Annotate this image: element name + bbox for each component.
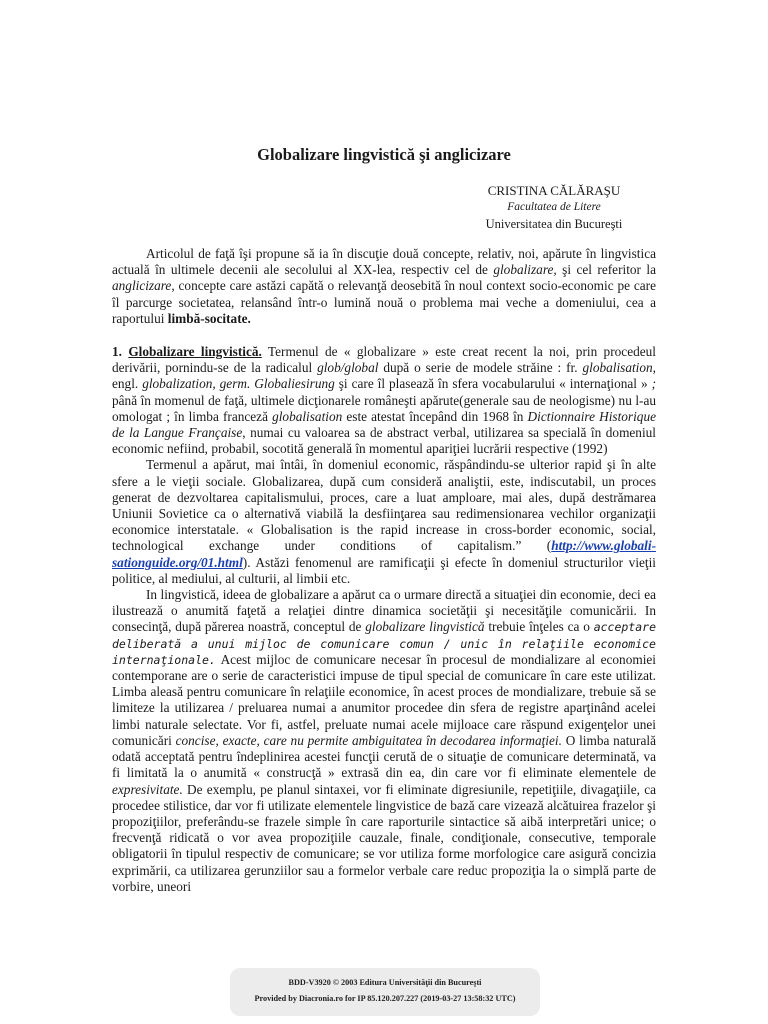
section1-text: este atestat începând din 1968 în [342,408,528,424]
abstract-term-anglicizare: anglicizare [112,278,172,294]
section1-italic: Dictionnaire Historique de la Langue Française [112,408,656,441]
section1-number: 1. [112,344,129,360]
paragraph-3-italic: concise, exacte, care nu permite ambiguitatea în decodarea informaţiei. [175,732,562,748]
author-university: Universitatea din Bucureşti [485,217,623,231]
section1-italic: ; [651,376,656,392]
footer-copyright: BDD-V3920 © 2003 Editura Universităţii din Bucureşti [288,978,482,987]
abstract-text: , concepte care astăzi capătă o relevanţă deosebită în noul context socio-economic pe care îl parcurge societatea, relansând într-o lumină nouă o problema mai veche a domeniului, cea a raportului [112,278,656,326]
paragraph-3-text: trebuie înţeles ca o [484,619,594,635]
paragraph-2 [112,457,656,587]
paragraph-3-text: De exemplu, pe planul sintaxei, vor fi eliminate digresiunile, repetiţiile, divagaţiile, ca procedee stilistice, dar vor fi utilizate elementele lingvistice de bază care vizează alcătuirea frazelor şi propoziţiilor, preferându-se frazele simple în care raporturile sintactice să aibă interpretări unice; o frecvenţă ridicată o vor avea propoziţiile cauzale, finale, condiţionale, consecutive, temporale obligatorii în tipulul respectiv de comunicare; se vor utiliza forme morfologice care asigură concizia exprimării, ca utilizarea gerunziilor sau a formelor verbale care reduc propoziţia la o simplă parte de vorbire, uneori [112,781,656,894]
section1-italic: glob/global [317,360,379,376]
paragraph-3-text: Acest mijloc de comunicare necesar în procesul de mondializare al economiei contemporane are o serie de caracteristici impuse de tipul special de comunicare în care este utilizat. Limba aleasă pentru comunicare în relaţiile economice, în acest proces de mondializare, trebuie să se limiteze la utilizarea / preluarea numai a anumitor procedee din sfera de registre aparţinând acelei limbi naturale selectate. Vor fi, astfel, preluate numai acele mijloace care răspund exigenţelor unei comunicări [112,651,656,748]
author-faculty: Facultatea de Litere [507,201,601,213]
section1-italic: globalisation, [582,360,656,376]
abstract-term-bold: limbă-socitate. [167,310,251,326]
paragraph-2-text: Termenul a apărut, mai întâi, în domeniul economic, răspândindu-se ulterior rapid şi în alte sfere a le vieţii sociale. Globalizarea, după cum consideră analiştii, este, indiscutabil, un proces generat de dezvoltarea capitalismului, proces, care a luat amploare, mai ales, după destrămarea Uniunii Sovietice ca o alternativă viabilă la desfiinţarea sau redimensionarea vechilor organizaţii economice interstatale. « Globalisation is the rapid increase in cross-border economic, social, technological exchange under conditions of capitalism.” ( [112,457,656,554]
section1-text: până în momenul de faţă, ultimele dicţionarele româneşti apărute(generale sau de neologisme) nu l-au omologat ; în limba franceză [112,392,656,424]
footer-provider: Provided by Diacronia.ro for IP 85.120.207.227 (2019-03-27 13:58:32 UTC) [254,994,516,1003]
section1-paragraph [112,344,656,457]
paragraph-3-definition: acceptare deliberată a unui mijloc de comunicare comun / unic în relaţiile economice internaţionale. [112,620,656,667]
abstract-term-globalizare: globalizare, [493,262,557,278]
abstract-text: şi cel referitor la [556,262,656,278]
paragraph-3-italic: globalizare lingvistică [365,619,485,635]
paragraph-3-italic: expresivitate. [112,781,183,797]
section1-text: engl. [112,376,143,392]
author-block [440,182,668,233]
section1-heading [112,344,262,359]
section1-text: şi care îl plasează în sfera vocabularului « internaţional » [334,376,652,392]
paragraph-3-text: In lingvistică, ideea de globalizare a apărut ca o urmare directă a situaţiei din economie, deci ea ilustrează o anumită faţetă a relaţiei dintre dinamica societăţii şi necesităţile comunicării. In consecinţă, după părerea noastră, conceptul de [112,587,656,635]
globalisation-guide-link[interactable]: http://www.globali-sationguide.org/01.html [112,538,656,570]
article-title: Globalizare lingvistică şi anglicizare [257,145,511,164]
section1-text: după o serie de modele străine : fr. [378,360,583,376]
section1-text: , numai cu valoarea sa de abstract verbal, utilizarea sa specială în domeniul economic nefiind, probabil, socotită generală în momentul apariţiei lucrării respective (1992) [112,425,656,457]
section1-italic: globalisation [272,408,343,424]
section1-heading-text: Globalizare lingvistică. [128,344,262,360]
provenance-footer [230,968,540,1016]
paragraph-3-text: O limba naturală odată acceptată pentru îndeplinirea acestei funcţii cerută de o situaţie de comunicare determinată, va fi limitată la o anumită « construcţă » extrasă din ea, din care vor fi eliminate elementele de [112,732,656,781]
paragraph-2-text: ). Astăzi fenomenul are ramificaţii şi efecte în domeniul structurilor vieţii politice, al mediului, al culturii, al limbii etc. [112,554,656,586]
author-name: CRISTINA CĂLĂRAŞU [487,183,621,198]
paragraph-3 [112,587,656,895]
section1-text: Termenul de « globalizare » este creat recent la noi, prin procedeul derivării, pornindu-se de la radicalul [112,344,656,376]
section1-italic: globalization, germ. Globaliesirung [142,376,335,392]
abstract-text: Articolul de faţă îşi propune să ia în discuţie două concepte, relativ, noi, apărute în lingvistica actuală în ultimele decenii ale secolului al XX-lea, respectiv cel de [112,246,656,278]
abstract-paragraph [112,246,656,327]
article-body [112,246,656,895]
